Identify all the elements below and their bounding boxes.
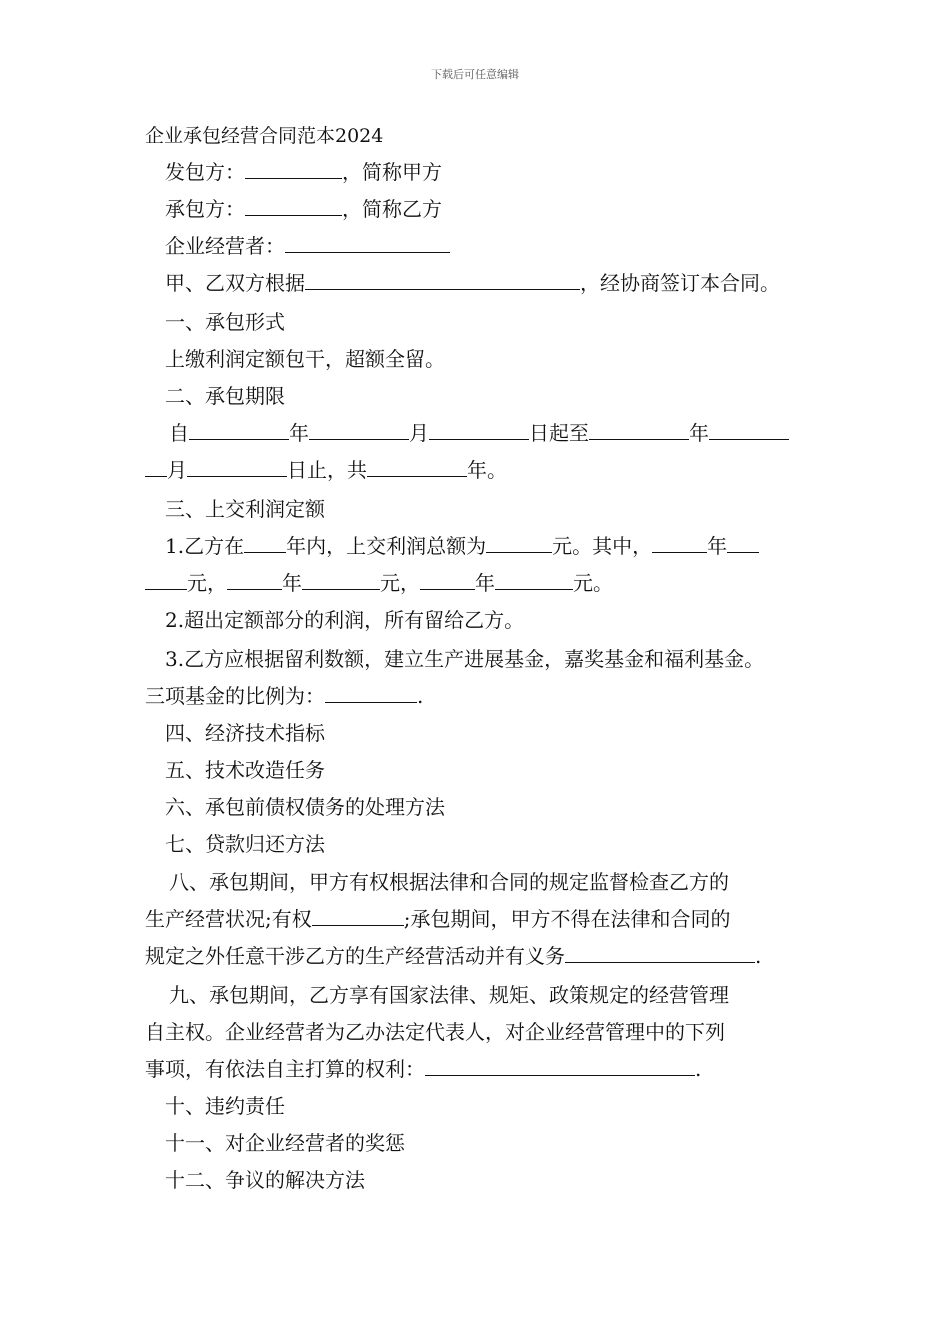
paragraph-profit-1-cont: 元， 年 元， 年 元。: [145, 568, 835, 598]
paragraph-section-8: 八、承包期间，甲方有权根据法律和合同的规定监督检查乙方的: [169, 870, 729, 894]
blank-line: [145, 457, 167, 477]
blank-line: [429, 420, 529, 440]
document-title: 企业承包经营合同范本2024: [145, 125, 384, 147]
section-heading: 七、贷款归还方法: [165, 832, 325, 856]
paragraph-term: 自 年 月 日起至 年: [145, 418, 859, 448]
blank-line: [305, 270, 580, 290]
blank-line: [285, 233, 450, 253]
paragraph-term-cont: 月 日止，共 年。: [145, 455, 835, 485]
paragraph-issuer: 发包方： ，简称甲方: [165, 160, 442, 184]
blank-line: [312, 906, 404, 926]
blank-line: [302, 570, 380, 590]
paragraph-profit-1: 1.乙方在 年内，上交利润总额为 元。其中， 年: [145, 531, 855, 561]
blank-line: [367, 457, 467, 477]
section-heading: 一、承包形式: [165, 310, 285, 334]
blank-line: [245, 159, 342, 179]
blank-line: [145, 570, 187, 590]
blank-line: [189, 420, 289, 440]
paragraph-section-9-end: 事项，有依法自主打算的权利： .: [145, 1057, 702, 1081]
paragraph-operator: 企业经营者：: [145, 231, 855, 261]
blank-line: [244, 533, 286, 553]
blank-line: [325, 683, 417, 703]
blank-line: [589, 420, 689, 440]
section-heading: 三、上交利润定额: [165, 497, 325, 521]
paragraph: 上缴利润定额包干，超额全留。: [165, 347, 445, 371]
blank-line: [425, 1056, 695, 1076]
paragraph-basis: 甲、乙双方根据 ，经协商签订本合同。: [165, 271, 780, 295]
paragraph-profit-3: 3.乙方应根据留利数额，建立生产进展基金，嘉奖基金和福利基金。: [165, 647, 765, 671]
paragraph-contractor: 承包方： ，简称乙方: [165, 197, 442, 221]
blank-line: [486, 533, 552, 553]
blank-line: [565, 943, 755, 963]
blank-line: [495, 570, 573, 590]
blank-line: [309, 420, 409, 440]
blank-line: [727, 533, 759, 553]
section-heading: 二、承包期限: [165, 384, 285, 408]
section-heading: 十一、对企业经营者的奖惩: [165, 1131, 405, 1155]
paragraph-profit-2: 2.超出定额部分的利润，所有留给乙方。: [165, 608, 525, 632]
paragraph-section-8-cont: 生产经营状况;有权 ;承包期间，甲方不得在法律和合同的: [145, 907, 731, 931]
page-header-note: 下载后可任意编辑: [431, 68, 519, 81]
section-heading: 十二、争议的解决方法: [165, 1168, 365, 1192]
paragraph-section-8-end: 规定之外任意干涉乙方的生产经营活动并有义务 .: [145, 944, 762, 968]
paragraph-fund-ratio: 三项基金的比例为： .: [145, 684, 424, 708]
paragraph-section-9-cont: 自主权。企业经营者为乙办法定代表人，对企业经营管理中的下列: [145, 1020, 725, 1044]
blank-line: [227, 570, 282, 590]
blank-line: [709, 420, 789, 440]
section-heading: 四、经济技术指标: [165, 721, 325, 745]
section-heading: 十、违约责任: [165, 1094, 285, 1118]
section-heading: 六、承包前债权债务的处理方法: [165, 795, 445, 819]
blank-line: [187, 457, 287, 477]
section-heading: 五、技术改造任务: [165, 758, 325, 782]
blank-line: [245, 196, 342, 216]
paragraph-section-9: 九、承包期间，乙方享有国家法律、规矩、政策规定的经营管理: [169, 983, 729, 1007]
blank-line: [652, 533, 707, 553]
blank-line: [420, 570, 475, 590]
